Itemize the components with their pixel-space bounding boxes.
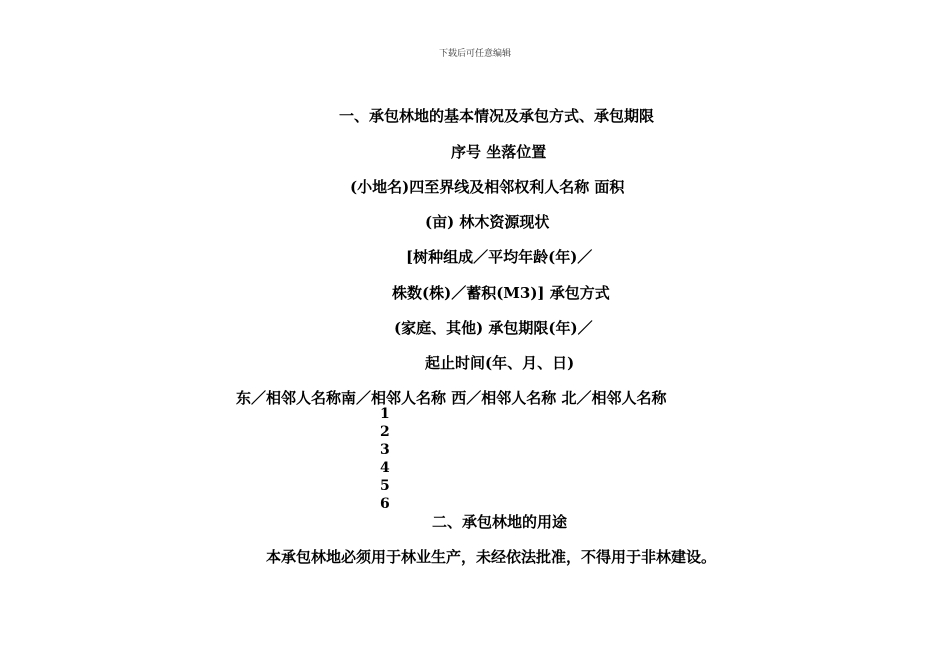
line-tree: [树种组成／平均年龄(年)／ [406, 248, 593, 266]
line-period: 起止时间(年、月、日) [425, 354, 575, 372]
row-number: 4 [380, 460, 390, 476]
section2-body: 本承包林地必须用于林业生产，未经依法批准，不得用于非林建设。 [266, 548, 717, 566]
line-count: 株数(株)／蓄积(M3)] 承包方式 [392, 284, 610, 302]
row-number: 2 [380, 424, 390, 440]
header-note: 下载后可任意编辑 [438, 49, 511, 59]
section2-title: 二、承包林地的用途 [432, 513, 568, 531]
line-seq: 序号 坐落位置 [451, 143, 547, 161]
line-area: (亩) 林木资源现状 [425, 213, 550, 231]
line-boundaries: 东／相邻人名称南／相邻人名称 西／相邻人名称 北／相邻人名称 [236, 389, 667, 407]
row-number: 6 [380, 496, 390, 512]
line-name: (小地名)四至界线及相邻权利人名称 面积 [350, 178, 625, 196]
section1-title: 一、承包林地的基本情况及承包方式、承包期限 [339, 107, 655, 125]
row-number: 1 [380, 406, 390, 422]
line-type: (家庭、其他) 承包期限(年)／ [394, 319, 593, 337]
row-number: 5 [380, 478, 390, 494]
row-number: 3 [380, 442, 390, 458]
